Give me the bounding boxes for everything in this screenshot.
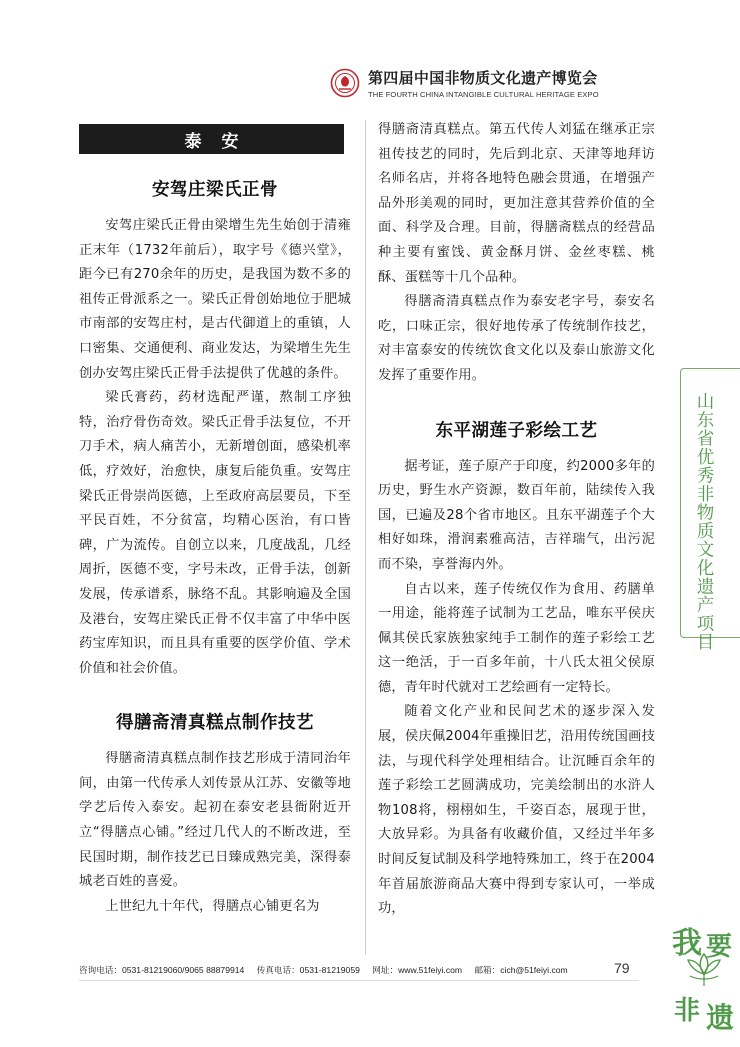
section-title: 得膳斋清真糕点制作技艺 (116, 713, 314, 734)
city-banner: 泰安 (79, 124, 344, 154)
calligraphy-char: 非 (674, 996, 701, 1026)
section-title: 东平湖莲子彩绘工艺 (435, 420, 598, 441)
footer-rule (79, 980, 639, 981)
calligraphy-char: 要 (706, 932, 733, 962)
footer-fax: 传真电话：0531-81219059 (256, 965, 360, 975)
footer-consult-phone: 咨询电话：0531-81219060/9065 88879914 (79, 965, 245, 975)
section-title: 安驾庄梁氏正骨 (152, 180, 278, 200)
paragraph: 随着文化产业和民间艺术的逐步深入发展，侯庆佩2004年重操旧艺，沿用传统国画技法，与现代科学处理相结合。让沉睡百余年的莲子彩绘工艺圆满成功，完美绘制出的水浒人物108将，栩栩如生，千姿百态，展现于世，大放异彩。为具备有收藏价值，又经过半年多时间反复试制及科学地特殊加工，终于在2004年首届旅游商品大赛中得到专家认可，一举成功， (378, 704, 655, 917)
paragraph: 得膳斋清真糕点制作技艺形成于清同治年间，由第一代传承人刘传景从江苏、安徽等地学艺后传入泰安。起初在泰安老县衙附近开立“得膳点心铺。”经过几代人的不断改进，至民国时期，制作技艺已日臻成熟完美，深得泰城老百姓的喜爱。 (79, 751, 351, 890)
expo-title-en: THE FOURTH CHINA INTANGIBLE CULTURAL HERITAGE EXPO (368, 90, 599, 99)
footer-website: 网址：www.51feiyi.com (372, 965, 463, 975)
paragraph: 上世纪九十年代，得膳点心铺更名为 (105, 898, 320, 914)
column-divider (365, 120, 366, 955)
paragraph: 得膳斋清真糕点。第五代传人刘猛在继承正宗祖传技艺的同时，先后到北京、天津等地拜访名师名店，并将各地特色融会贯通，在增强产品外形美观的同时，更加注意其营养价值的全面、科学及合理。目前，得膳斋糕点的经营品种主要有蜜饯、黄金酥月饼、金丝枣糕、桃酥、蛋糕等十几个品种。 (378, 122, 655, 285)
paragraph: 据考证，莲子原产于印度，约2000多年的历史，野生水产资源，数百年前，陆续传入我国，已遍及28个省市地区。且东平湖莲子个大相好如珠，滑润素雅高洁，吉祥瑞气，出污泥而不染，享誉海内外。 (378, 458, 655, 572)
paragraph: 自古以来，莲子传统仅作为食用、药膳单一用途，能将莲子试制为工艺品，唯东平侯庆佩其侯氏家族独家纯手工制作的莲子彩绘工艺这一绝活，于一百多年前，十八氏太祖父侯原德，青年时代就对工艺绘画有一定特长。 (378, 581, 655, 695)
calligraphy-logo (672, 918, 740, 1047)
left-column (79, 118, 351, 919)
footer (79, 964, 578, 976)
side-tab-label: 山东省优秀非物质文化遗产项目 (694, 392, 714, 651)
expo-title-zh: 第四届中国非物质文化遗产博览会 (368, 69, 598, 87)
paragraph: 得膳斋清真糕点作为泰安老字号，泰安名吃，口味正宗，很好地传承了传统制作技艺，对丰富泰安的传统饮食文化以及泰山旅游文化发挥了重要作用。 (378, 294, 655, 383)
expo-header (330, 64, 740, 106)
right-column (378, 118, 655, 922)
calligraphy-char: 遗 (706, 1001, 735, 1034)
calligraphy-char: 我 (672, 926, 702, 961)
paragraph: 安驾庄梁氏正骨由梁增生先生始创于清雍正末年（1732年前后），取字号《德兴堂》，距今已有270余年的历史，是我国为数不多的祖传正骨派系之一。梁氏正骨创始地位于肥城市南部的安驾庄村，是古代御道上的重镇，人口密集、交通便利、商业发达，为梁增生先生创办安驾庄梁氏正骨手法提供了优越的条件。 (79, 218, 351, 381)
paragraph: 梁氏膏药，药材选配严谨，熬制工序独特，治疗骨伤奇效。梁氏正骨手法复位，不开刀手术，病人痛苦小，无新增创面，感染机率低，疗效好，治愈快，康复后能负重。安驾庄梁氏正骨崇尚医德，上至政府高层要员，下至平民百姓，不分贫富，均精心医治，有口皆碑，广为流传。自创立以来，几度战乱，几经周折，医德不变，字号未改，正骨手法，创新发展，传承谱系，脉络不乱。其影响遍及全国及港台，安驾庄梁氏正骨不仅丰富了中华中医药宝库知识，而且具有重要的医学价值、学术价值和社会价值。 (79, 390, 351, 676)
footer-email: 邮箱：cich@51feiyi.com (474, 965, 568, 975)
expo-logo-icon (330, 68, 360, 98)
page-number: 79 (614, 960, 630, 976)
